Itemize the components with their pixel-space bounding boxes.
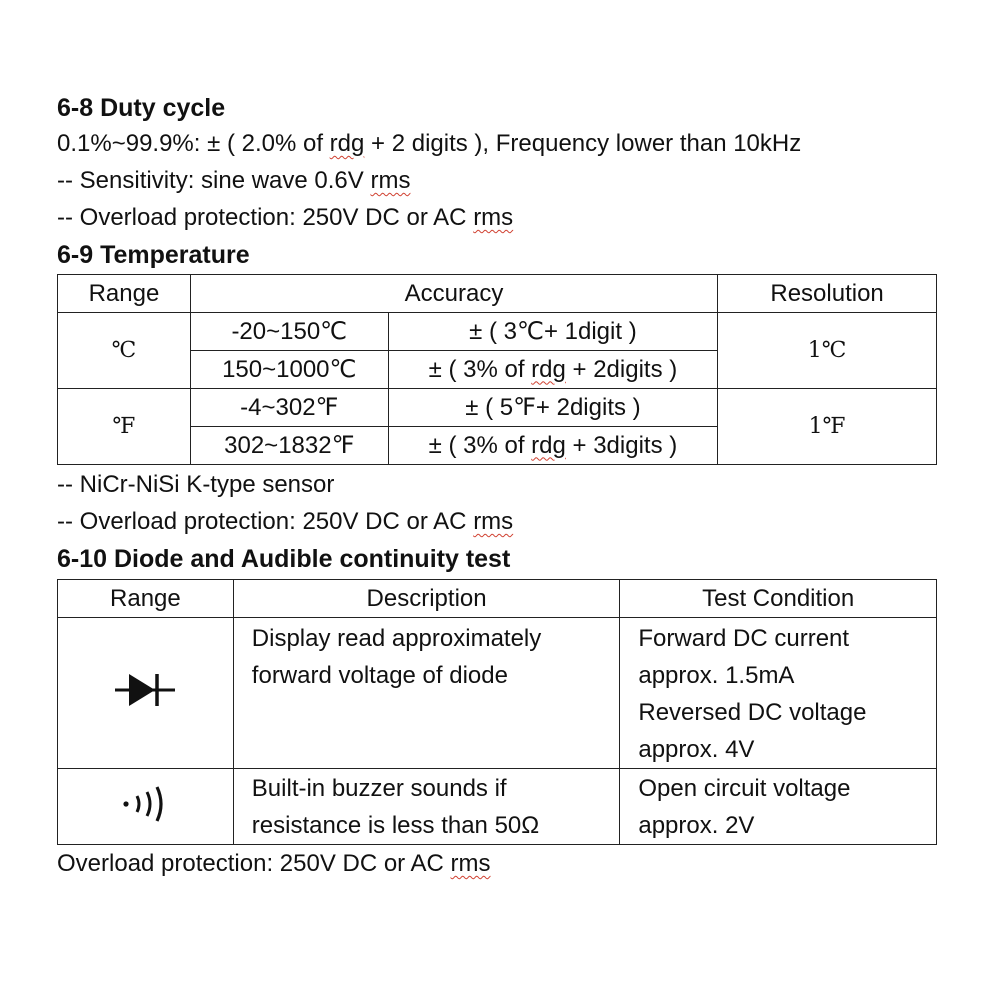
temp-accuracy-cell [388, 351, 717, 389]
temp-unit-celsius: ℃ [58, 313, 191, 389]
diode-overload-text: Overload protection: 250V DC or AC [57, 850, 451, 877]
diode-overload [57, 846, 939, 883]
diode-description-cell [233, 618, 620, 769]
temp-resolution-celsius: 1℃ [718, 313, 937, 389]
diode-header-description: Description [233, 580, 620, 618]
duty-sensitivity-text: -- Sensitivity: sine wave 0.6V [57, 167, 371, 194]
temp-accuracy-text-c: + 2digits ) [565, 355, 678, 383]
buzzer-row [58, 769, 937, 845]
condition-line: approx. 1.5mA [638, 662, 795, 689]
temperature-sensor-note: -- NiCr-NiSi K-type sensor [57, 471, 335, 498]
duty-accuracy-text-a: 0.1%~99.9%: ± ( 2.0% of [57, 130, 330, 157]
diode-icon [113, 670, 177, 717]
diode-range-cell [58, 618, 234, 769]
buzzer-range-cell [58, 769, 234, 845]
temp-range-cell: -4~302℉ [190, 389, 388, 427]
temp-range-cell: 302~1832℉ [190, 427, 388, 465]
diode-header-range: Range [58, 580, 234, 618]
condition-line: approx. 2V [638, 812, 755, 839]
temp-accuracy-cell [388, 389, 717, 427]
duty-cycle-heading: 6-8 Duty cycle [57, 94, 226, 122]
temp-resolution-fahrenheit: 1℉ [718, 389, 937, 465]
temp-header-range: Range [58, 275, 191, 313]
duty-sensitivity-rms: rms [370, 167, 411, 194]
condition-line: Reversed DC voltage [638, 699, 867, 726]
diode-row [58, 618, 937, 769]
diode-condition-cell [620, 618, 937, 769]
duty-cycle-sensitivity [57, 163, 939, 200]
spec-document [57, 90, 939, 883]
duty-overload-rms: rms [473, 204, 514, 231]
temp-accuracy-cell [388, 427, 717, 465]
temperature-overload [57, 504, 939, 541]
temp-accuracy-cell [388, 313, 717, 351]
description-line: Built-in buzzer sounds if [251, 775, 507, 802]
temperature-header-row [58, 275, 937, 313]
diode-overload-rms: rms [450, 850, 491, 877]
condition-line: Forward DC current [638, 625, 850, 652]
temp-accuracy-text: ± ( 3℃+ 1digit ) [469, 318, 637, 345]
diode-table [57, 579, 937, 845]
description-line: forward voltage of diode [251, 662, 508, 689]
duty-overload-text: -- Overload protection: 250V DC or AC [57, 204, 474, 231]
diode-header-condition: Test Condition [620, 580, 937, 618]
duty-accuracy-rdg: rdg [329, 130, 365, 157]
temp-accuracy-text-a: ± ( 3% of [428, 355, 532, 383]
description-line: resistance is less than 50Ω [251, 812, 540, 839]
duty-cycle-overload [57, 200, 939, 237]
duty-cycle-accuracy [57, 126, 939, 163]
temp-accuracy-rdg: rdg [531, 431, 566, 459]
temp-range-cell: -20~150℃ [190, 313, 388, 351]
temp-range-cell: 150~1000℃ [190, 351, 388, 389]
temp-overload-text: -- Overload protection: 250V DC or AC [57, 508, 474, 535]
temp-accuracy-rdg: rdg [531, 355, 566, 383]
buzzer-condition-cell [620, 769, 937, 845]
buzzer-icon [117, 783, 173, 830]
temp-accuracy-text-c: + 3digits ) [565, 431, 678, 459]
duty-accuracy-text-c: + 2 digits ), Frequency lower than 10kHz [364, 130, 802, 157]
temp-header-accuracy: Accuracy [190, 275, 717, 313]
description-line: Display read approximately [251, 625, 542, 652]
condition-line: approx. 4V [638, 736, 755, 763]
temp-accuracy-text: ± ( 5℉+ 2digits ) [465, 394, 641, 421]
buzzer-description-cell [233, 769, 620, 845]
temp-header-resolution: Resolution [718, 275, 937, 313]
temperature-heading: 6-9 Temperature [57, 241, 250, 269]
temp-overload-rms: rms [473, 508, 514, 535]
temp-accuracy-text-a: ± ( 3% of [428, 431, 532, 459]
condition-line: Open circuit voltage [638, 775, 851, 802]
diode-heading: 6-10 Diode and Audible continuity test [57, 545, 511, 573]
temperature-table [57, 274, 937, 465]
diode-header-row [58, 580, 937, 618]
temp-unit-fahrenheit: ℉ [58, 389, 191, 465]
temp-row-celsius-1 [58, 313, 937, 351]
temp-row-fahrenheit-1 [58, 389, 937, 427]
